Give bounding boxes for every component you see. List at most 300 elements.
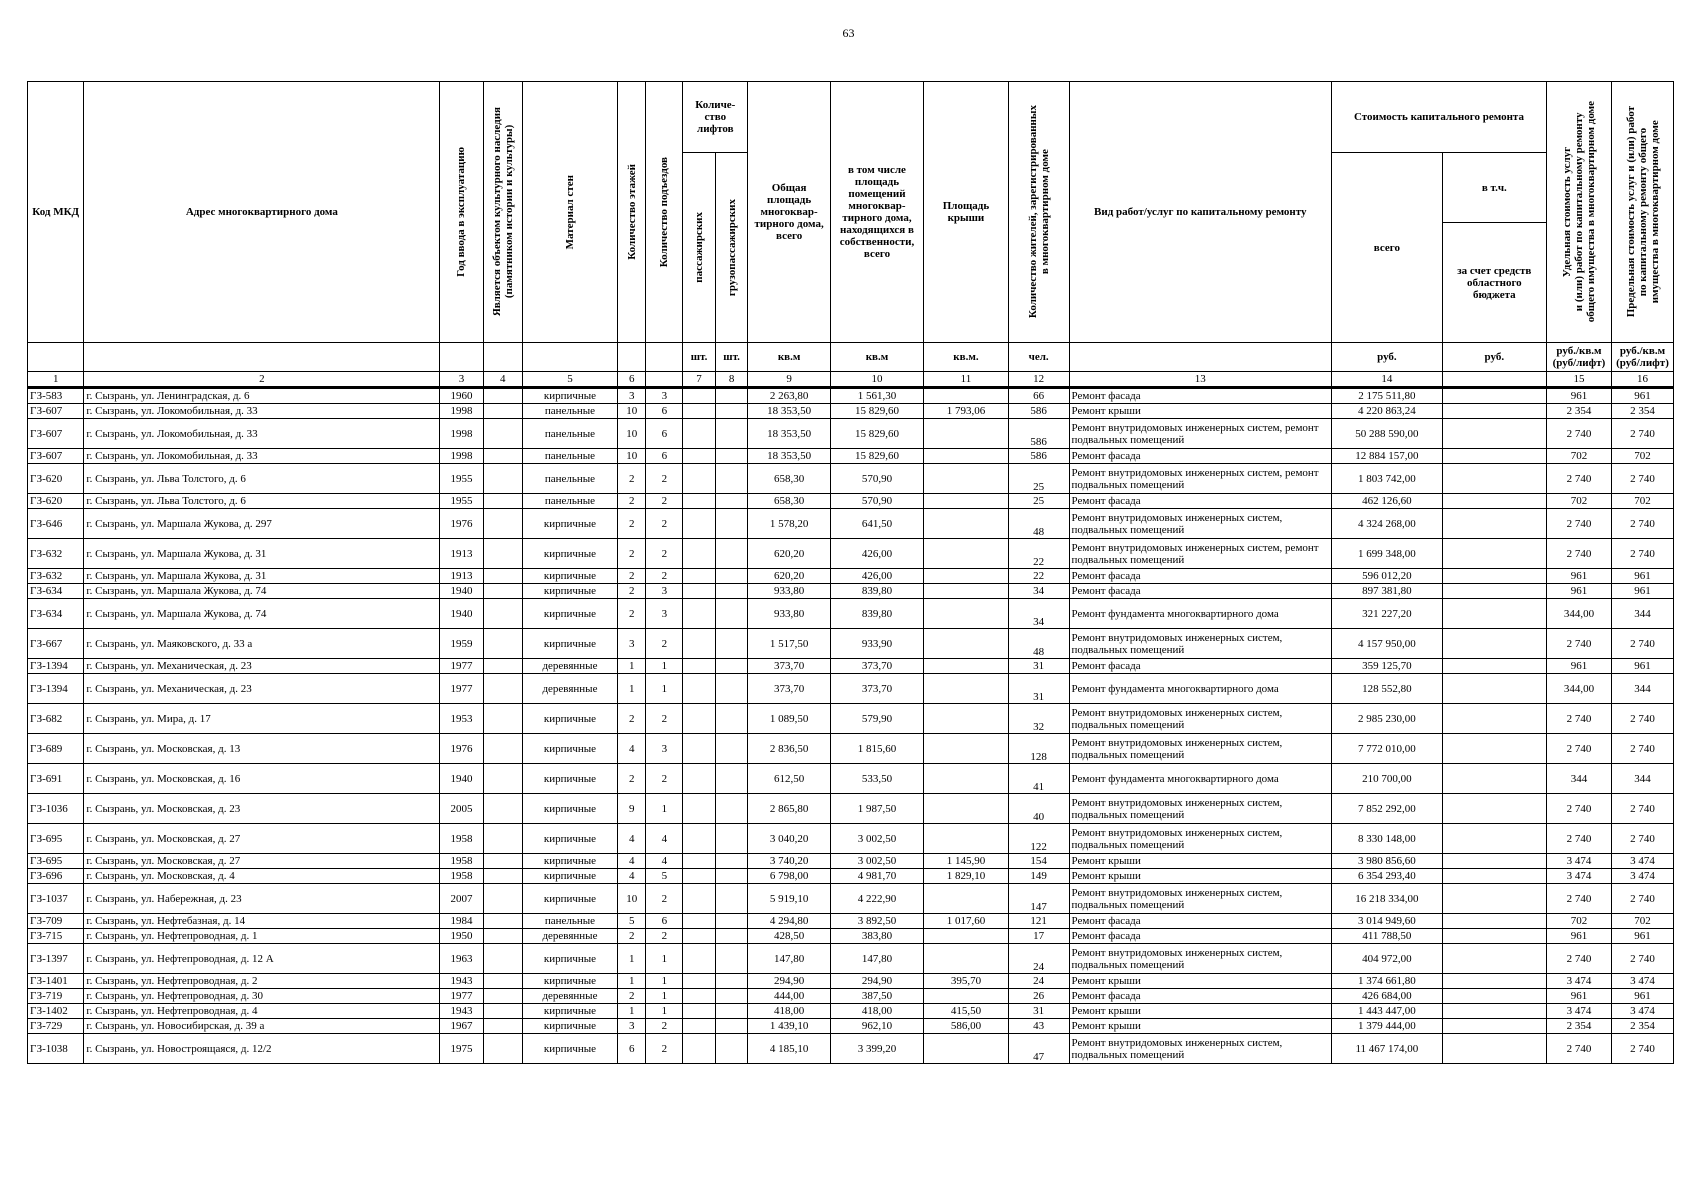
cell-residents: 47 <box>1008 1034 1069 1064</box>
cell-lp <box>683 659 716 674</box>
cell-address: г. Сызрань, ул. Ленинградская, д. 6 <box>84 388 440 404</box>
cell-regional <box>1442 569 1546 584</box>
cell-regional <box>1442 629 1546 659</box>
cell-heritage <box>483 404 522 419</box>
cell-roof <box>924 569 1009 584</box>
cell-floors: 2 <box>618 704 646 734</box>
cell-floors: 1 <box>618 659 646 674</box>
cell-max: 961 <box>1612 659 1674 674</box>
cell-roof <box>924 794 1009 824</box>
cell-material: кирпичные <box>522 869 617 884</box>
cell-total: 411 788,50 <box>1332 929 1443 944</box>
table-row <box>28 569 1674 584</box>
cell-heritage <box>483 914 522 929</box>
cell-lc <box>715 674 748 704</box>
cell-work: Ремонт крыши <box>1069 1019 1332 1034</box>
cell-code: ГЗ-689 <box>28 734 84 764</box>
cell-work: Ремонт внутридомовых инженерных систем, подвальных помещений <box>1069 704 1332 734</box>
cell-residents: 149 <box>1008 869 1069 884</box>
table-row <box>28 539 1674 569</box>
cell-residents: 26 <box>1008 989 1069 1004</box>
cell-entrances: 5 <box>646 869 683 884</box>
cell-code: ГЗ-583 <box>28 388 84 404</box>
cell-roof <box>924 464 1009 494</box>
cell-owned: 839,80 <box>830 584 923 599</box>
cell-roof <box>924 584 1009 599</box>
cell-material: панельные <box>522 449 617 464</box>
column-number <box>646 372 683 388</box>
cell-heritage <box>483 764 522 794</box>
cell-floors: 10 <box>618 419 646 449</box>
cell-unit: 3 474 <box>1546 869 1611 884</box>
table-row <box>28 794 1674 824</box>
cell-lp <box>683 989 716 1004</box>
cell-unit: 702 <box>1546 494 1611 509</box>
col-owned-area-header: в том числе площадь помещений многоквар-тирного дома, находящихся в собственности, всего <box>830 82 923 343</box>
cell-year: 1998 <box>440 404 483 419</box>
cell-regional <box>1442 388 1546 404</box>
cell-regional <box>1442 674 1546 704</box>
cell-owned: 3 892,50 <box>830 914 923 929</box>
cell-roof <box>924 1034 1009 1064</box>
cell-entrances: 2 <box>646 1019 683 1034</box>
cell-heritage <box>483 674 522 704</box>
cell-code: ГЗ-696 <box>28 869 84 884</box>
cell-roof <box>924 629 1009 659</box>
cell-floors: 2 <box>618 599 646 629</box>
cell-heritage <box>483 569 522 584</box>
cell-address: г. Сызрань, ул. Московская, д. 23 <box>84 794 440 824</box>
cell-max: 702 <box>1612 914 1674 929</box>
cell-entrances: 2 <box>646 929 683 944</box>
cell-work: Ремонт фундамента многоквартирного дома <box>1069 599 1332 629</box>
table-row <box>28 824 1674 854</box>
cell-lp <box>683 824 716 854</box>
cell-lp <box>683 764 716 794</box>
cell-area: 1 578,20 <box>748 509 830 539</box>
cell-address: г. Сызрань, ул. Маршала Жукова, д. 74 <box>84 599 440 629</box>
cell-regional <box>1442 794 1546 824</box>
cell-owned: 426,00 <box>830 569 923 584</box>
cell-owned: 933,90 <box>830 629 923 659</box>
cell-lc <box>715 629 748 659</box>
cell-heritage <box>483 974 522 989</box>
cell-material: кирпичные <box>522 584 617 599</box>
unit-empty <box>646 343 683 372</box>
cell-area: 444,00 <box>748 989 830 1004</box>
cell-year: 1953 <box>440 704 483 734</box>
cell-year: 1958 <box>440 869 483 884</box>
cell-roof <box>924 704 1009 734</box>
table-row <box>28 764 1674 794</box>
cell-total: 596 012,20 <box>1332 569 1443 584</box>
column-number: 3 <box>440 372 483 388</box>
cell-work: Ремонт фасада <box>1069 989 1332 1004</box>
cell-area: 3 740,20 <box>748 854 830 869</box>
cell-roof: 586,00 <box>924 1019 1009 1034</box>
cell-max: 2 740 <box>1612 824 1674 854</box>
cell-lc <box>715 794 748 824</box>
cell-residents: 48 <box>1008 629 1069 659</box>
cell-heritage <box>483 704 522 734</box>
cell-unit: 2 354 <box>1546 1019 1611 1034</box>
cell-owned: 147,80 <box>830 944 923 974</box>
cell-area: 418,00 <box>748 1004 830 1019</box>
unit-empty <box>440 343 483 372</box>
cell-material: панельные <box>522 404 617 419</box>
cell-roof <box>924 929 1009 944</box>
unit-sqm: кв.м. <box>924 343 1009 372</box>
cell-floors: 5 <box>618 914 646 929</box>
cell-max: 2 740 <box>1612 1034 1674 1064</box>
cell-total: 4 157 950,00 <box>1332 629 1443 659</box>
cell-work: Ремонт фасада <box>1069 494 1332 509</box>
cell-max: 2 740 <box>1612 509 1674 539</box>
cell-year: 1963 <box>440 944 483 974</box>
cell-work: Ремонт фасада <box>1069 584 1332 599</box>
cell-lc <box>715 404 748 419</box>
cell-floors: 4 <box>618 869 646 884</box>
cell-roof <box>924 764 1009 794</box>
cell-owned: 533,50 <box>830 764 923 794</box>
cell-area: 428,50 <box>748 929 830 944</box>
cell-regional <box>1442 419 1546 449</box>
cell-lp <box>683 419 716 449</box>
cell-address: г. Сызрань, ул. Нефтепроводная, д. 4 <box>84 1004 440 1019</box>
cell-max: 961 <box>1612 989 1674 1004</box>
cell-year: 1975 <box>440 1034 483 1064</box>
cell-total: 16 218 334,00 <box>1332 884 1443 914</box>
cell-area: 933,80 <box>748 599 830 629</box>
cell-regional <box>1442 704 1546 734</box>
cell-lc <box>715 494 748 509</box>
cell-floors: 2 <box>618 539 646 569</box>
cell-work: Ремонт фасада <box>1069 929 1332 944</box>
cell-year: 1958 <box>440 854 483 869</box>
cell-material: кирпичные <box>522 1019 617 1034</box>
cell-unit: 2 740 <box>1546 629 1611 659</box>
table-row <box>28 419 1674 449</box>
cell-unit: 2 354 <box>1546 404 1611 419</box>
page-number: 63 <box>842 26 855 40</box>
cell-address: г. Сызрань, ул. Набережная, д. 23 <box>84 884 440 914</box>
column-number: 7 <box>683 372 716 388</box>
cell-unit: 2 740 <box>1546 944 1611 974</box>
table-row <box>28 869 1674 884</box>
cell-max: 3 474 <box>1612 974 1674 989</box>
table-row <box>28 659 1674 674</box>
cell-lp <box>683 404 716 419</box>
cell-material: панельные <box>522 914 617 929</box>
cell-material: кирпичные <box>522 509 617 539</box>
cell-code: ГЗ-632 <box>28 569 84 584</box>
col-cost-total-header: всего <box>1332 153 1443 343</box>
cell-code: ГЗ-1394 <box>28 659 84 674</box>
cell-floors: 2 <box>618 569 646 584</box>
column-number: 4 <box>483 372 522 388</box>
cell-material: кирпичные <box>522 944 617 974</box>
cell-regional <box>1442 464 1546 494</box>
cell-lp <box>683 449 716 464</box>
cell-lp <box>683 974 716 989</box>
cell-roof <box>924 388 1009 404</box>
cell-code: ГЗ-1036 <box>28 794 84 824</box>
cell-owned: 4 981,70 <box>830 869 923 884</box>
cell-work: Ремонт фасада <box>1069 659 1332 674</box>
cell-entrances: 4 <box>646 854 683 869</box>
cell-address: г. Сызрань, ул. Маршала Жукова, д. 31 <box>84 539 440 569</box>
cell-residents: 586 <box>1008 419 1069 449</box>
cell-material: кирпичные <box>522 388 617 404</box>
cell-unit: 961 <box>1546 569 1611 584</box>
col-residents-header: Количество жителей, зарегистрированных в многоквартирном доме <box>1008 82 1069 343</box>
cell-owned: 1 815,60 <box>830 734 923 764</box>
col-max-cost-header: Предельная стоимость услуг и (или) работ по капитальному ремонту общего имущества в многоквартирном доме <box>1612 82 1674 343</box>
cell-lp <box>683 1004 716 1019</box>
cell-lc <box>715 974 748 989</box>
unit-sqm: кв.м <box>748 343 830 372</box>
cell-material: кирпичные <box>522 599 617 629</box>
table-row <box>28 1019 1674 1034</box>
cell-total: 359 125,70 <box>1332 659 1443 674</box>
column-number: 2 <box>84 372 440 388</box>
cell-lp <box>683 569 716 584</box>
cell-unit: 344,00 <box>1546 599 1611 629</box>
cell-unit: 3 474 <box>1546 854 1611 869</box>
cell-floors: 10 <box>618 404 646 419</box>
cell-unit: 2 740 <box>1546 419 1611 449</box>
cell-residents: 121 <box>1008 914 1069 929</box>
cell-regional <box>1442 869 1546 884</box>
cell-max: 961 <box>1612 388 1674 404</box>
cell-max: 2 740 <box>1612 734 1674 764</box>
cell-lp <box>683 599 716 629</box>
cell-roof <box>924 944 1009 974</box>
cell-work: Ремонт внутридомовых инженерных систем, подвальных помещений <box>1069 794 1332 824</box>
cell-material: кирпичные <box>522 794 617 824</box>
cell-residents: 122 <box>1008 824 1069 854</box>
cell-code: ГЗ-682 <box>28 704 84 734</box>
unit-empty <box>84 343 440 372</box>
column-number: 12 <box>1008 372 1069 388</box>
cell-address: г. Сызрань, ул. Локомобильная, д. 33 <box>84 404 440 419</box>
cell-lc <box>715 599 748 629</box>
cell-floors: 4 <box>618 734 646 764</box>
cell-roof <box>924 659 1009 674</box>
table-row <box>28 599 1674 629</box>
cell-unit: 2 740 <box>1546 1034 1611 1064</box>
units-row <box>28 343 1674 372</box>
table-row <box>28 734 1674 764</box>
cell-area: 373,70 <box>748 674 830 704</box>
cell-roof <box>924 884 1009 914</box>
col-cost-header: Стоимость капитального ремонта <box>1332 82 1547 153</box>
cell-address: г. Сызрань, ул. Нефтепроводная, д. 1 <box>84 929 440 944</box>
cell-material: деревянные <box>522 989 617 1004</box>
cell-total: 4 220 863,24 <box>1332 404 1443 419</box>
cell-unit: 961 <box>1546 584 1611 599</box>
cell-lc <box>715 419 748 449</box>
cell-address: г. Сызрань, ул. Московская, д. 27 <box>84 824 440 854</box>
cell-year: 1913 <box>440 539 483 569</box>
cell-lp <box>683 704 716 734</box>
cell-lc <box>715 659 748 674</box>
cell-residents: 25 <box>1008 464 1069 494</box>
table-row <box>28 494 1674 509</box>
cell-regional <box>1442 824 1546 854</box>
cell-regional <box>1442 1019 1546 1034</box>
cell-max: 961 <box>1612 569 1674 584</box>
cell-address: г. Сызрань, ул. Льва Толстого, д. 6 <box>84 464 440 494</box>
cell-residents: 31 <box>1008 1004 1069 1019</box>
cell-address: г. Сызрань, ул. Новосибирская, д. 39 а <box>84 1019 440 1034</box>
cell-heritage <box>483 869 522 884</box>
cell-regional <box>1442 989 1546 1004</box>
cell-lp <box>683 734 716 764</box>
cell-area: 373,70 <box>748 659 830 674</box>
cell-work: Ремонт крыши <box>1069 854 1332 869</box>
cell-unit: 961 <box>1546 659 1611 674</box>
cell-residents: 154 <box>1008 854 1069 869</box>
cell-work: Ремонт внутридомовых инженерных систем, подвальных помещений <box>1069 884 1332 914</box>
table-row <box>28 974 1674 989</box>
cell-max: 702 <box>1612 449 1674 464</box>
cell-lc <box>715 1034 748 1064</box>
cell-lc <box>715 704 748 734</box>
cell-code: ГЗ-695 <box>28 854 84 869</box>
cell-entrances: 1 <box>646 674 683 704</box>
cell-owned: 4 222,90 <box>830 884 923 914</box>
cell-code: ГЗ-646 <box>28 509 84 539</box>
cell-year: 1940 <box>440 599 483 629</box>
cell-unit: 2 740 <box>1546 704 1611 734</box>
cell-material: кирпичные <box>522 1034 617 1064</box>
cell-year: 2005 <box>440 794 483 824</box>
cell-entrances: 6 <box>646 914 683 929</box>
cell-heritage <box>483 599 522 629</box>
unit-empty <box>522 343 617 372</box>
cell-total: 50 288 590,00 <box>1332 419 1443 449</box>
cell-regional <box>1442 539 1546 569</box>
cell-code: ГЗ-1038 <box>28 1034 84 1064</box>
cell-residents: 43 <box>1008 1019 1069 1034</box>
cell-address: г. Сызрань, ул. Нефтепроводная, д. 30 <box>84 989 440 1004</box>
cell-address: г. Сызрань, ул. Локомобильная, д. 33 <box>84 449 440 464</box>
cell-floors: 3 <box>618 629 646 659</box>
cell-year: 1943 <box>440 1004 483 1019</box>
cell-roof <box>924 824 1009 854</box>
col-material-header: Материал стен <box>522 82 617 343</box>
cell-roof <box>924 989 1009 1004</box>
cell-lp <box>683 884 716 914</box>
cell-area: 5 919,10 <box>748 884 830 914</box>
cell-max: 2 354 <box>1612 404 1674 419</box>
cell-entrances: 1 <box>646 974 683 989</box>
cell-owned: 1 561,30 <box>830 388 923 404</box>
cell-lp <box>683 674 716 704</box>
cell-lc <box>715 1004 748 1019</box>
cell-work: Ремонт фасада <box>1069 449 1332 464</box>
cell-max: 2 354 <box>1612 1019 1674 1034</box>
cell-lp <box>683 539 716 569</box>
table-row <box>28 854 1674 869</box>
cell-material: кирпичные <box>522 824 617 854</box>
cell-unit: 344,00 <box>1546 674 1611 704</box>
cell-floors: 2 <box>618 929 646 944</box>
cell-address: г. Сызрань, ул. Новостроящаяся, д. 12/2 <box>84 1034 440 1064</box>
cell-area: 933,80 <box>748 584 830 599</box>
unit-empty <box>618 343 646 372</box>
cell-owned: 294,90 <box>830 974 923 989</box>
cell-roof <box>924 539 1009 569</box>
unit-rub-sqm: руб./кв.м (руб/лифт) <box>1546 343 1611 372</box>
cell-max: 2 740 <box>1612 884 1674 914</box>
cell-lp <box>683 1019 716 1034</box>
table-row <box>28 509 1674 539</box>
cell-unit: 344 <box>1546 764 1611 794</box>
cell-residents: 586 <box>1008 449 1069 464</box>
cell-total: 404 972,00 <box>1332 944 1443 974</box>
cell-heritage <box>483 734 522 764</box>
cell-max: 2 740 <box>1612 464 1674 494</box>
cell-area: 4 185,10 <box>748 1034 830 1064</box>
cell-material: кирпичные <box>522 704 617 734</box>
cell-residents: 40 <box>1008 794 1069 824</box>
cell-entrances: 2 <box>646 764 683 794</box>
cell-work: Ремонт внутридомовых инженерных систем, подвальных помещений <box>1069 509 1332 539</box>
cell-entrances: 2 <box>646 1034 683 1064</box>
cell-total: 1 803 742,00 <box>1332 464 1443 494</box>
cell-area: 18 353,50 <box>748 419 830 449</box>
cell-area: 6 798,00 <box>748 869 830 884</box>
cell-lp <box>683 914 716 929</box>
table-row <box>28 914 1674 929</box>
cell-material: кирпичные <box>522 734 617 764</box>
cell-heritage <box>483 944 522 974</box>
cell-code: ГЗ-1401 <box>28 974 84 989</box>
cell-residents: 48 <box>1008 509 1069 539</box>
cell-residents: 31 <box>1008 659 1069 674</box>
cell-residents: 128 <box>1008 734 1069 764</box>
cell-year: 2007 <box>440 884 483 914</box>
cell-total: 128 552,80 <box>1332 674 1443 704</box>
cell-max: 3 474 <box>1612 869 1674 884</box>
cell-residents: 147 <box>1008 884 1069 914</box>
unit-people: чел. <box>1008 343 1069 372</box>
cell-max: 2 740 <box>1612 629 1674 659</box>
cell-entrances: 1 <box>646 944 683 974</box>
cell-code: ГЗ-607 <box>28 449 84 464</box>
cell-material: кирпичные <box>522 884 617 914</box>
cell-floors: 1 <box>618 1004 646 1019</box>
unit-empty <box>28 343 84 372</box>
cell-heritage <box>483 419 522 449</box>
col-cost-incl-header: в т.ч. <box>1442 153 1546 223</box>
cell-entrances: 2 <box>646 539 683 569</box>
cell-lp <box>683 944 716 974</box>
cell-address: г. Сызрань, ул. Льва Толстого, д. 6 <box>84 494 440 509</box>
column-number: 11 <box>924 372 1009 388</box>
cell-work: Ремонт фундамента многоквартирного дома <box>1069 764 1332 794</box>
cell-lp <box>683 584 716 599</box>
cell-year: 1977 <box>440 674 483 704</box>
cell-address: г. Сызрань, ул. Маршала Жукова, д. 74 <box>84 584 440 599</box>
cell-year: 1943 <box>440 974 483 989</box>
cell-lc <box>715 869 748 884</box>
cell-work: Ремонт крыши <box>1069 974 1332 989</box>
col-year-header: Год ввода в эксплуатацию <box>440 82 483 343</box>
cell-code: ГЗ-667 <box>28 629 84 659</box>
